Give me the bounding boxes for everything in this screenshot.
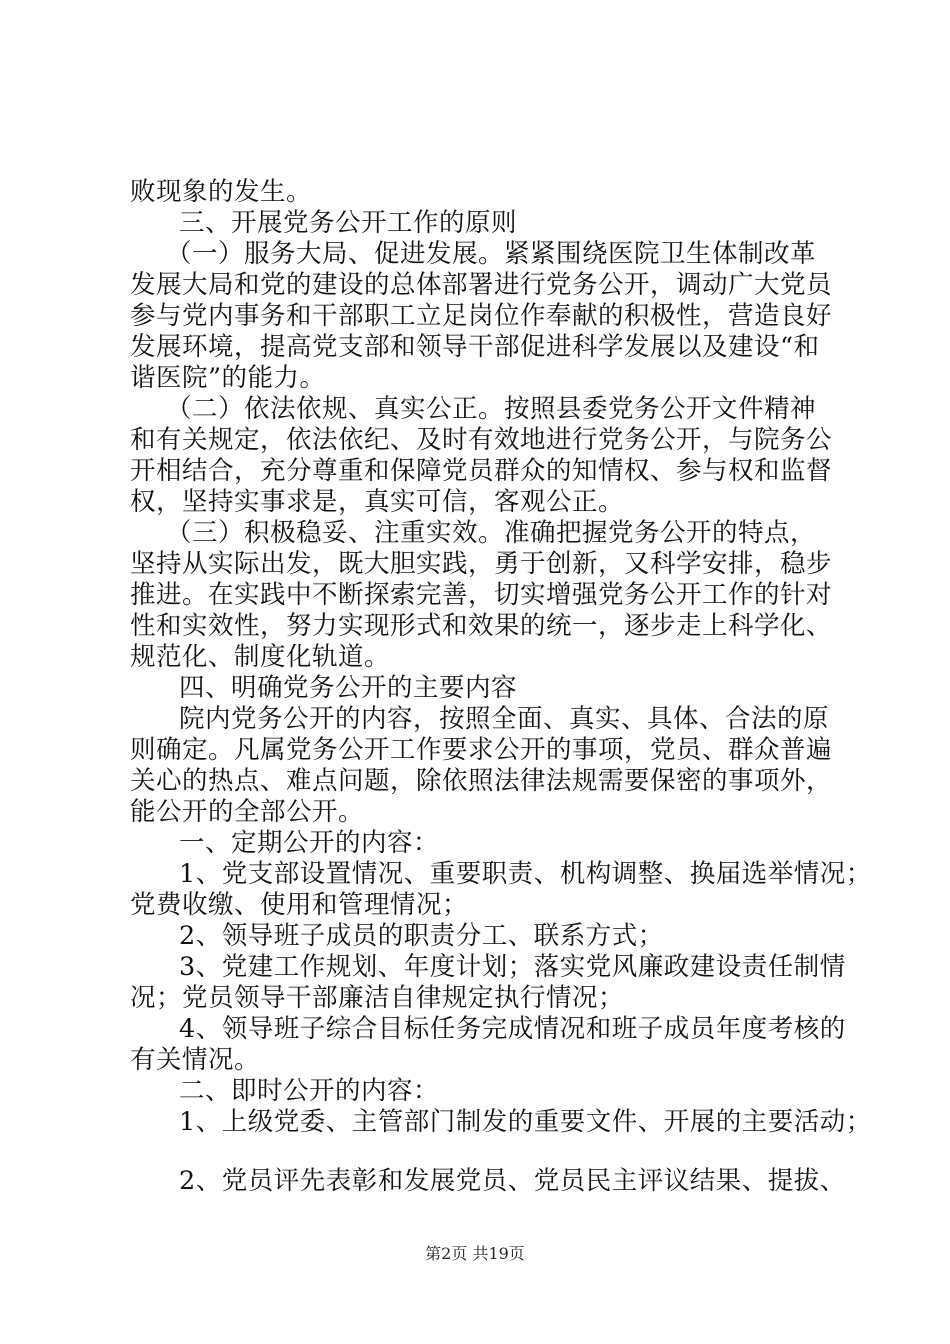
text-line: 性和实效性，努力实现形式和效果的统一，逐步走上科学化、	[130, 611, 833, 641]
text-line: 败现象的发生。	[130, 177, 313, 207]
list-item: 2、党员评先表彰和发展党员、党员民主评议结果、提拔、	[179, 1166, 846, 1196]
text-line: （二）依法依规、真实公正。按照县委党务公开文件精神	[166, 394, 817, 424]
text-line: （三）积极稳妥、注重实效。准确把握党务公开的特点，	[166, 518, 817, 548]
list-item: 3、党建工作规划、年度计划；落实党风廉政建设责任制情	[179, 952, 846, 982]
text-line: 院内党务公开的内容，按照全面、真实、具体、合法的原	[179, 704, 830, 734]
text-line: 规范化、制度化轨道。	[130, 642, 391, 672]
subsection-heading: 一、定期公开的内容：	[179, 828, 440, 858]
text-line: 则确定。凡属党务公开工作要求公开的事项，党员、群众普遍	[130, 735, 833, 765]
text-line: 坚持从实际出发，既大胆实践，勇于创新，又科学安排，稳步	[130, 549, 833, 579]
text-line: 能公开的全部公开。	[130, 797, 365, 827]
text-line: 况；党员领导干部廉洁自律规定执行情况；	[130, 983, 625, 1013]
subsection-heading: 二、即时公开的内容：	[179, 1076, 440, 1106]
text-line: 有关情况。	[130, 1045, 261, 1075]
text-line: 党费收缴、使用和管理情况；	[130, 890, 469, 920]
text-line: 谐医院”的能力。	[130, 363, 326, 393]
text-line: 参与党内事务和干部职工立足岗位作奉献的积极性，营造良好	[130, 301, 833, 331]
text-line: 发展环境，提高党支部和领导干部促进科学发展以及建设“和	[130, 332, 820, 362]
text-line: 关心的热点、难点问题，除依照法律法规需要保密的事项外，	[130, 766, 833, 796]
text-line: 推进。在实践中不断探索完善，切实增强党务公开工作的针对	[130, 580, 833, 610]
page-footer: 第2页 共19页	[425, 1244, 525, 1263]
section-heading: 三、开展党务公开工作的原则	[179, 208, 518, 238]
list-item: 1、党支部设置情况、重要职责、机构调整、换届选举情况；	[179, 859, 872, 889]
text-line: 权，坚持实事求是，真实可信，客观公正。	[130, 487, 625, 517]
text-line: 发展大局和党的建设的总体部署进行党务公开，调动广大党员	[130, 270, 833, 300]
list-item: 1、上级党委、主管部门制发的重要文件、开展的主要活动；	[179, 1107, 872, 1137]
text-line: 开相结合，充分尊重和保障党员群众的知情权、参与权和监督	[130, 456, 833, 486]
text-line: 和有关规定，依法依纪、及时有效地进行党务公开，与院务公	[130, 425, 833, 455]
text-line: （一）服务大局、促进发展。紧紧围绕医院卫生体制改革	[166, 239, 817, 269]
list-item: 2、领导班子成员的职责分工、联系方式；	[179, 921, 664, 951]
section-heading: 四、明确党务公开的主要内容	[179, 673, 518, 703]
list-item: 4、领导班子综合目标任务完成情况和班子成员年度考核的	[179, 1014, 846, 1044]
